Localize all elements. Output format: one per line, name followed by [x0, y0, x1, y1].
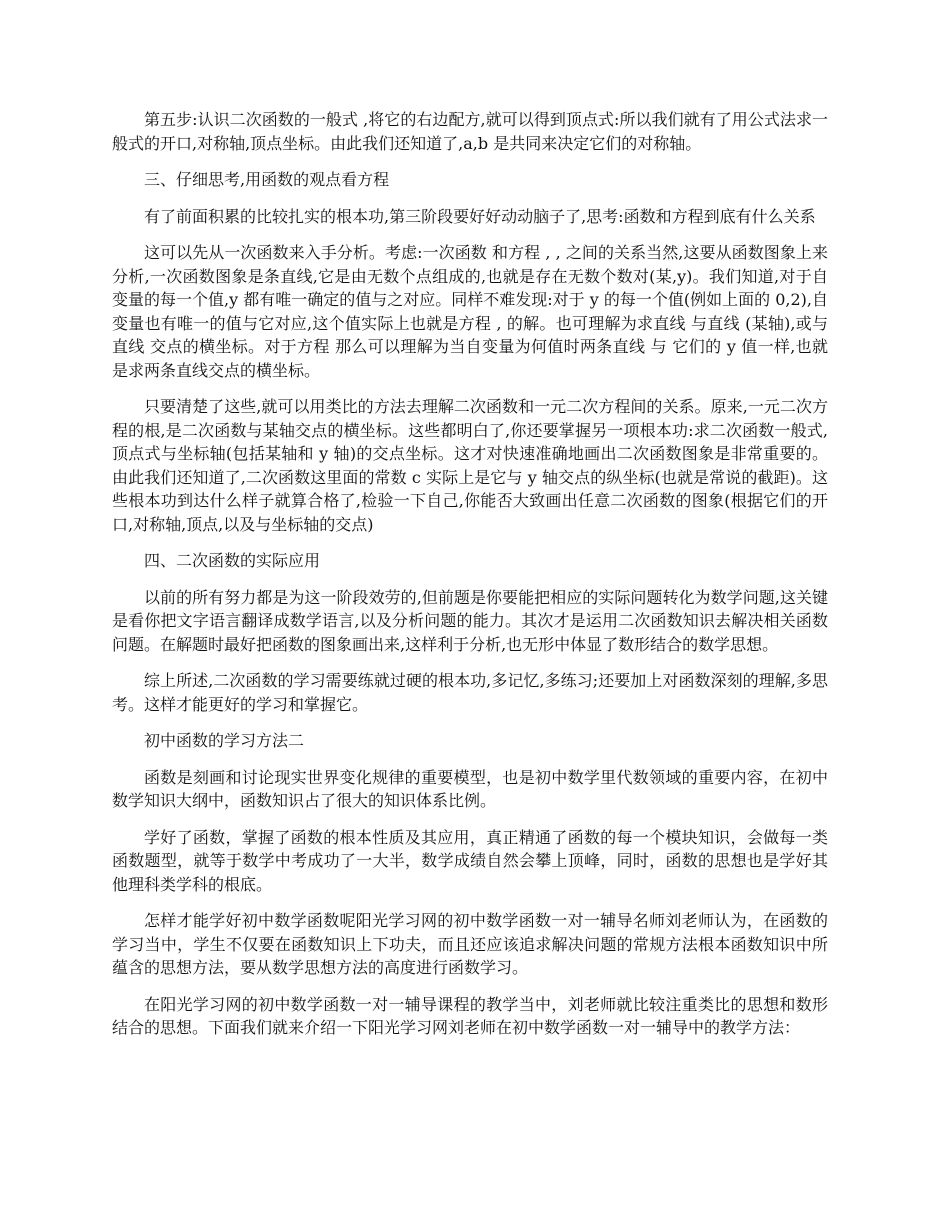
document-page: [112, 108, 828, 1053]
paragraph-step-five: 第五步:认识二次函数的一般式 ,将它的右边配方,就可以得到顶点式:所以我们就有了用公式法求一般式的开口,对称轴,顶点坐标。由此我们还知道了,a,b 是共同来决定它们的对称轴。: [112, 110, 828, 153]
paragraph-how-to-learn: 怎样才能学好初中数学函数呢阳光学习网的初中数学函数一对一辅导名师刘老师认为，在函数的学习当中，学生不仅要在函数知识上下功夫，而且还应该追求解决问题的常规方法根本函数知识中所蕴含的思想方法，要从数学思想方法的高度进行函数学习。: [112, 911, 828, 977]
section-heading-four: 四、二次函数的实际应用: [144, 551, 321, 570]
paragraph-practical-application: 以前的所有努力都是为这一阶段效劳的,但前题是你要能把相应的实际问题转化为数学问题,这关键是看你把文字语言翻译成数学语言,以及分析问题的能力。其次才是运用二次函数知识去解决相关函数问题。在解题时最好把函数的图象画出来,这样利于分析,也无形中体显了数形结合的数学思想。: [112, 587, 828, 654]
section-heading-three: 三、仔细思考,用函数的观点看方程: [144, 170, 390, 189]
section-heading-method-two: 初中函数的学习方法二: [144, 731, 305, 750]
paragraph-linear-function-analysis: 这可以先从一次函数来入手分析。考虑:一次函数 和方程 , , 之间的关系当然,这要从函数图象上来分析,一次函数图象是条直线,它是由无数个点组成的,也就是存在无数个数对(某,y)。我们知道,对于自变量的每一个值,y 都有唯一确定的值与之对应。同样不难发现:对于 y 的每一个值(例如上面的 0,2),自变量也有唯一的值与它对应,这个值实际上也就是方程 , 的解。也可理解为求直线 与直线 (某轴),或与直线 交点的横坐标。对于方程 那么可以理解为当自变量为何值时两条直线 与 它们的 y 值一样,也就是求两条直线交点的横坐标。: [112, 243, 828, 380]
paragraph-quadratic-analogy: 只要清楚了这些,就可以用类比的方法去理解二次函数和一元二次方程间的关系。原来,一元二次方程的根,是二次函数与某轴交点的横坐标。这些都明白了,你还要掌握另一项根本功:求二次函数一般式,顶点式与坐标轴(包括某轴和 y 轴)的交点坐标。这才对快速准确地画出二次函数图象是非常重要的。由此我们还知道了,二次函数这里面的常数 c 实际上是它与 y 轴交点的纵坐标(也就是常说的截距)。这些根本功到达什么样子就算合格了,检验一下自己,你能否大致画出任意二次函数的图象(根据它们的开口,对称轴,顶点,以及与坐标轴的交点): [112, 397, 828, 534]
paragraph-teaching-method: 在阳光学习网的初中数学函数一对一辅导课程的教学当中，刘老师就比较注重类比的思想和数形结合的思想。下面我们就来介绍一下阳光学习网刘老师在初中数学函数一对一辅导中的教学方法：: [112, 994, 828, 1037]
paragraph-function-equation-question: 有了前面积累的比较扎实的根本功,第三阶段要好好动动脑子了,思考:函数和方程到底有什么关系: [144, 206, 816, 226]
paragraph-mastering-functions: 学好了函数，掌握了函数的根本性质及其应用，真正精通了函数的每一个模块知识，会做每一类函数题型，就等于数学中考成功了一大半，数学成绩自然会攀上顶峰，同时，函数的思想也是学好其他理科类学科的根底。: [112, 827, 828, 894]
paragraph-function-importance: 函数是刻画和讨论现实世界变化规律的重要模型，也是初中数学里代数领域的重要内容，在初中数学知识大纲中，函数知识占了很大的知识体系比例。: [112, 767, 828, 810]
paragraph-summary: 综上所述,二次函数的学习需要练就过硬的根本功,多记忆,多练习;还要加上对函数深刻的理解,多思考。这样才能更好的学习和掌握它。: [112, 671, 828, 714]
